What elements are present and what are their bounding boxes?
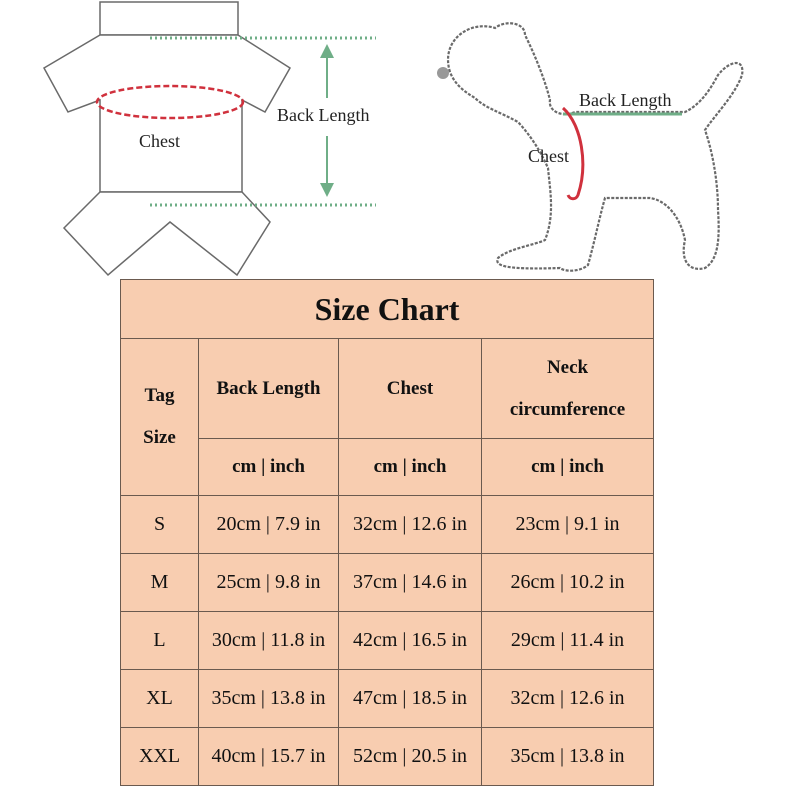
table-row [121,612,654,670]
chest-cell: 52cm | 20.5 in [339,728,482,786]
table-row [121,670,654,728]
back-length-cell: 40cm | 15.7 in [199,728,339,786]
tag-size-header [121,339,199,496]
back-length-unit-header: cm | inch [199,439,339,496]
dog-back-length-label: Back Length [579,90,672,110]
tag-size-header-line2: Size [143,427,176,448]
length-arrow-up-head [320,44,334,58]
chest-cell: 32cm | 12.6 in [339,496,482,554]
garment-diagram [0,0,400,285]
back-length-cell: 20cm | 7.9 in [199,496,339,554]
chest-cell: 47cm | 18.5 in [339,670,482,728]
table-row [121,728,654,786]
size-cell: XL [121,670,199,728]
garment-body [44,35,290,192]
neck-cell: 29cm | 11.4 in [482,612,654,670]
table-row [121,554,654,612]
chest-cell: 37cm | 14.6 in [339,554,482,612]
garment-illustration [0,0,400,285]
garment-chest-label: Chest [139,131,181,151]
neck-header-line1: Neck [546,356,589,378]
dog-diagram [400,0,800,285]
tag-size-header-line1: Tag [144,385,175,406]
chest-cell: 42cm | 16.5 in [339,612,482,670]
neck-header [482,339,654,439]
garment-collar [100,2,238,35]
dog-nose [437,67,449,79]
size-cell: L [121,612,199,670]
table-row [121,496,654,554]
chest-header: Chest [339,339,482,439]
dog-chest-label: Chest [528,146,570,166]
size-chart-title: Size Chart [121,280,654,339]
neck-cell: 23cm | 9.1 in [482,496,654,554]
size-cell: S [121,496,199,554]
back-length-cell: 30cm | 11.8 in [199,612,339,670]
neck-unit-header: cm | inch [482,439,654,496]
back-length-cell: 25cm | 9.8 in [199,554,339,612]
length-arrow-down-head [320,183,334,197]
back-length-header: Back Length [199,339,339,439]
garment-back-length-label: Back Length [277,105,370,125]
dog-illustration [400,0,800,285]
neck-cell: 26cm | 10.2 in [482,554,654,612]
back-length-cell: 35cm | 13.8 in [199,670,339,728]
size-cell: XXL [121,728,199,786]
dog-outline [448,23,742,270]
chest-unit-header: cm | inch [339,439,482,496]
size-chart-table [120,279,654,786]
neck-cell: 32cm | 12.6 in [482,670,654,728]
neck-cell: 35cm | 13.8 in [482,728,654,786]
size-cell: M [121,554,199,612]
neck-header-line2: circumference [509,398,626,420]
